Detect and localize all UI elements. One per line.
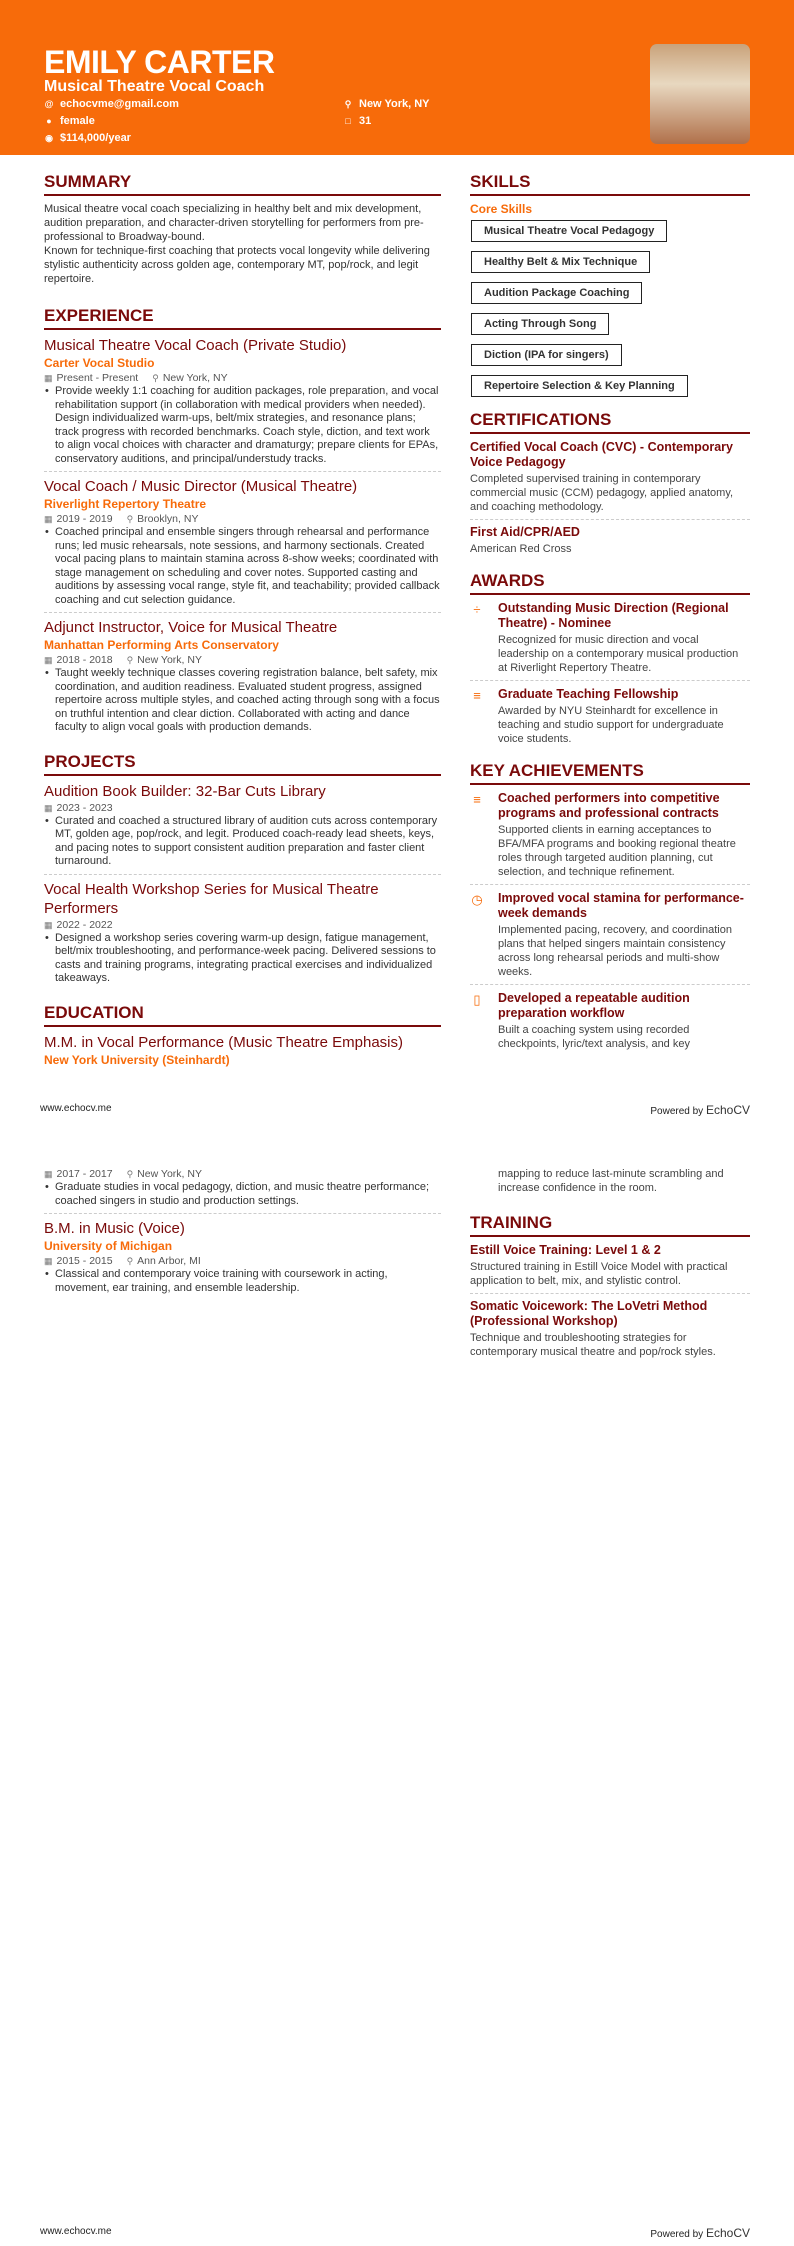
- achievement-item: [470, 891, 750, 985]
- email-text: echocvme@gmail.com: [60, 98, 179, 110]
- achievement-title: Coached performers into competitive programs and professional contracts: [498, 791, 720, 820]
- person-icon: ●: [46, 116, 52, 126]
- achievement-item: [470, 791, 750, 885]
- skill-chip: Diction (IPA for singers): [471, 344, 622, 366]
- email: [44, 98, 179, 110]
- left-column: [44, 1167, 441, 1305]
- dates: 2019 - 2019: [56, 513, 113, 525]
- certification-title: First Aid/CPR/AED: [470, 525, 580, 539]
- education-item: [44, 1219, 441, 1300]
- location: Brooklyn, NY: [137, 513, 199, 525]
- project-title: Audition Book Builder: 32-Bar Cuts Library: [44, 782, 326, 800]
- achievement-desc-continued: mapping to reduce last-minute scrambling and increase confidence in the room.: [498, 1168, 724, 1194]
- footer-powered: Powered by: [650, 1106, 704, 1117]
- dates: Present - Present: [56, 372, 139, 384]
- page-footer: [40, 2226, 750, 2240]
- summary-paragraph: Musical theatre vocal coach specializing in healthy belt and mix development, audition preparation, and character-driven storytelling for performers from pre-professional to Broadway-bound.: [44, 203, 424, 243]
- footer-powered: Powered by: [650, 2229, 704, 2240]
- certification-desc: Completed supervised training in contemporary commercial music (CCM) pedagogy, applied anatomy, and coaching methodology.: [470, 473, 734, 513]
- location: Ann Arbor, MI: [137, 1255, 201, 1267]
- sliders-icon: ≡: [473, 792, 481, 807]
- calendar-icon: ▦: [44, 919, 53, 930]
- section-heading-experience: EXPERIENCE: [44, 306, 441, 330]
- location-pin-icon: ⚲: [344, 98, 352, 109]
- skill-chip: Healthy Belt & Mix Technique: [471, 251, 650, 273]
- age-text: 31: [359, 115, 372, 127]
- dates: 2015 - 2015: [56, 1255, 113, 1267]
- location-pin-icon: ⚲: [152, 373, 159, 383]
- salary: [44, 132, 131, 144]
- location: New York, NY: [137, 1168, 202, 1180]
- location-pin-icon: ⚲: [126, 1256, 134, 1266]
- degree: M.M. in Vocal Performance (Music Theatre Emphasis): [44, 1033, 404, 1051]
- calendar-icon: ▦: [44, 1169, 53, 1179]
- gender-text: female: [60, 115, 95, 127]
- bullet: • Taught weekly technique classes covering registration balance, belt safety, mix coordination, and audition readiness. Evaluated student progress, assigned repertoire across multiple styles, and coached acting through song with a focus on truthful intention and clear diction. Collaborated with acting and dance faculty to align vocal goals with production demands.: [44, 667, 441, 735]
- bullet: • Graduate studies in vocal pedagogy, diction, and music theatre performance; coached singers in studio and production settings.: [44, 1181, 441, 1208]
- certification-title: Certified Vocal Coach (CVC) - Contemporary Voice Pedagogy: [470, 440, 734, 469]
- experience-item: [44, 336, 441, 472]
- school: University of Michigan: [44, 1239, 173, 1253]
- degree: B.M. in Music (Voice): [44, 1220, 185, 1237]
- training-title: Estill Voice Training: Level 1 & 2: [470, 1243, 661, 1257]
- award-desc: Recognized for music direction and vocal leadership on a contemporary musical production at Riverlight Repertory Theatre.: [498, 634, 739, 674]
- calendar-icon: ▦: [44, 655, 53, 665]
- at-icon: @: [44, 99, 54, 109]
- certification-item: [470, 440, 750, 520]
- gender: [44, 115, 95, 127]
- achievement-desc: Implemented pacing, recovery, and coordination plans that helped singers maintain consistency across long rehearsal periods and multi-show weeks.: [498, 924, 732, 978]
- dates: 2017 - 2017: [56, 1168, 113, 1180]
- footer-site-link[interactable]: www.echocv.me: [40, 2226, 112, 2237]
- skill-chip: Musical Theatre Vocal Pedagogy: [471, 220, 667, 242]
- section-heading-education: EDUCATION: [44, 1003, 441, 1027]
- candidate-title: Musical Theatre Vocal Coach: [44, 78, 265, 95]
- candidate-name: EMILY CARTER: [44, 44, 275, 80]
- divide-icon: ÷: [473, 602, 481, 617]
- calendar-icon: □: [345, 116, 351, 126]
- award-item: [470, 601, 750, 681]
- training-desc: Structured training in Estill Voice Model with practical application to belt, mix, and stylistic control.: [470, 1261, 728, 1287]
- award-title: Graduate Teaching Fellowship: [498, 687, 679, 701]
- project-title: Vocal Health Workshop Series for Musical Theatre Performers: [44, 880, 379, 917]
- profile-photo: [650, 44, 750, 144]
- dates: 2018 - 2018: [56, 654, 113, 666]
- page-footer: [40, 1103, 750, 1117]
- calendar-icon: ▦: [44, 373, 53, 383]
- achievement-title: Improved vocal stamina for performance-week demands: [498, 891, 744, 920]
- section-heading-certifications: CERTIFICATIONS: [470, 410, 750, 434]
- right-column: [470, 1167, 750, 1369]
- school: New York University (Steinhardt): [44, 1052, 230, 1067]
- skill-chip: Acting Through Song: [471, 313, 609, 335]
- bullet: • Coached principal and ensemble singers through rehearsal and performance runs; led music rehearsals, note sessions, and harmony sectionals. Created vocal pacing plans to maintain stamina across 8-show weeks; coordinated with stage management on scheduling and cover notes. Supported casting and auditions by assessing vocal range, style fit, and teachability; provided callback coaching and cut selection guidance.: [44, 526, 441, 607]
- calendar-icon: ▦: [44, 802, 53, 813]
- salary-text: $114,000/year: [60, 132, 131, 144]
- bullet: • Curated and coached a structured library of audition cuts across contemporary MT, golden age, pop/rock, and legit. Produced coach-ready lead sheets, keys, and pacing notes to support consistent audition preparation and faster client turnaround.: [44, 815, 441, 869]
- achievement-desc: Built a coaching system using recorded checkpoints, lyric/text analysis, and key: [498, 1024, 690, 1050]
- age: [343, 115, 371, 127]
- job-title: Vocal Coach / Music Director (Musical Theatre): [44, 478, 358, 495]
- award-item: [470, 687, 750, 751]
- job-title: Adjunct Instructor, Voice for Musical Theatre: [44, 619, 338, 636]
- calendar-icon: ▦: [44, 1256, 53, 1266]
- achievement-item: [470, 991, 750, 1056]
- resume-header: [0, 0, 794, 155]
- location-pin-icon: ⚲: [126, 1169, 134, 1179]
- left-column: [44, 172, 441, 1068]
- page-2: [0, 1123, 794, 2246]
- summary-paragraph: Known for technique-first coaching that protects vocal longevity while delivering stylistic authenticity across golden age, contemporary MT, pop/rock, and legit repertoire.: [44, 245, 430, 285]
- footer-brand: EchoCV: [705, 2226, 750, 2240]
- dates: 2023 - 2023: [56, 801, 113, 814]
- clock-icon: ◷: [471, 892, 483, 907]
- training-item: [470, 1299, 750, 1364]
- skills-subheading: Core Skills: [470, 202, 533, 216]
- achievement-title: Developed a repeatable audition preparation workflow: [498, 991, 690, 1020]
- certification-desc: American Red Cross: [470, 543, 572, 555]
- section-heading-summary: SUMMARY: [44, 172, 441, 196]
- section-heading-achievements: KEY ACHIEVEMENTS: [470, 761, 750, 785]
- company: Manhattan Performing Arts Conservatory: [44, 638, 279, 652]
- location-pin-icon: ⚲: [126, 655, 134, 665]
- award-desc: Awarded by NYU Steinhardt for excellence in teaching and studio support for undergraduate voice students.: [498, 705, 724, 745]
- training-title: Somatic Voicework: The LoVetri Method (Professional Workshop): [470, 1299, 708, 1328]
- phone-icon: ▯: [473, 992, 481, 1007]
- location-pin-icon: ⚲: [126, 514, 134, 524]
- company: Carter Vocal Studio: [44, 356, 155, 370]
- experience-item: [44, 477, 441, 613]
- dates: 2022 - 2022: [56, 918, 113, 931]
- job-title: Musical Theatre Vocal Coach (Private Studio): [44, 337, 347, 354]
- training-desc: Technique and troubleshooting strategies for contemporary musical theatre and pop/rock styles.: [470, 1332, 716, 1358]
- skill-chip: Repertoire Selection & Key Planning: [471, 375, 688, 397]
- sliders-icon: ≡: [473, 688, 481, 703]
- calendar-icon: ▦: [44, 514, 53, 524]
- company: Riverlight Repertory Theatre: [44, 497, 207, 511]
- location: New York, NY: [137, 654, 202, 666]
- footer-brand: EchoCV: [705, 1103, 750, 1117]
- section-heading-awards: AWARDS: [470, 571, 750, 595]
- bullet: • Provide weekly 1:1 coaching for audition packages, role preparation, and vocal rehabilitation support (in collaboration with medical providers when needed). Design individualized warm-ups, belt/mix strategies, and resonance plans; track progress with recorded benchmarks. Coach style, diction, and text work to align vocal choices with character and dramaturgy; prepare clients for EPAs, conservatory auditions, and principal/understudy tracks.: [44, 385, 441, 466]
- money-icon: ◉: [45, 132, 53, 143]
- skill-chip: Audition Package Coaching: [471, 282, 642, 304]
- section-heading-training: TRAINING: [470, 1213, 750, 1237]
- section-heading-skills: SKILLS: [470, 172, 750, 196]
- location-text: New York, NY: [359, 98, 430, 110]
- award-title: Outstanding Music Direction (Regional Theatre) - Nominee: [498, 601, 729, 630]
- bullet: • Classical and contemporary voice training with coursework in acting, movement, ear training, and ensemble leadership.: [44, 1268, 441, 1295]
- education-item: [44, 1167, 441, 1214]
- project-item: [44, 880, 441, 991]
- project-item: [44, 782, 441, 875]
- achievement-desc: Supported clients in earning acceptances to BFA/MFA programs and booking regional theatre roles through targeted audition planning, cut selection, and technique refinement.: [498, 824, 736, 878]
- footer-site-link[interactable]: www.echocv.me: [40, 1103, 112, 1114]
- certification-item: [470, 525, 750, 561]
- section-heading-projects: PROJECTS: [44, 752, 441, 776]
- location: [343, 98, 430, 110]
- experience-item: [44, 618, 441, 740]
- training-item: [470, 1243, 750, 1294]
- location: New York, NY: [162, 372, 228, 384]
- bullet: • Designed a workshop series covering warm-up design, fatigue management, belt/mix troubleshooting, and performance-week pacing. Delivered sessions to casts and training programs, integrating practical exercises and individualized takeaways.: [44, 932, 441, 986]
- right-column: [470, 172, 750, 1062]
